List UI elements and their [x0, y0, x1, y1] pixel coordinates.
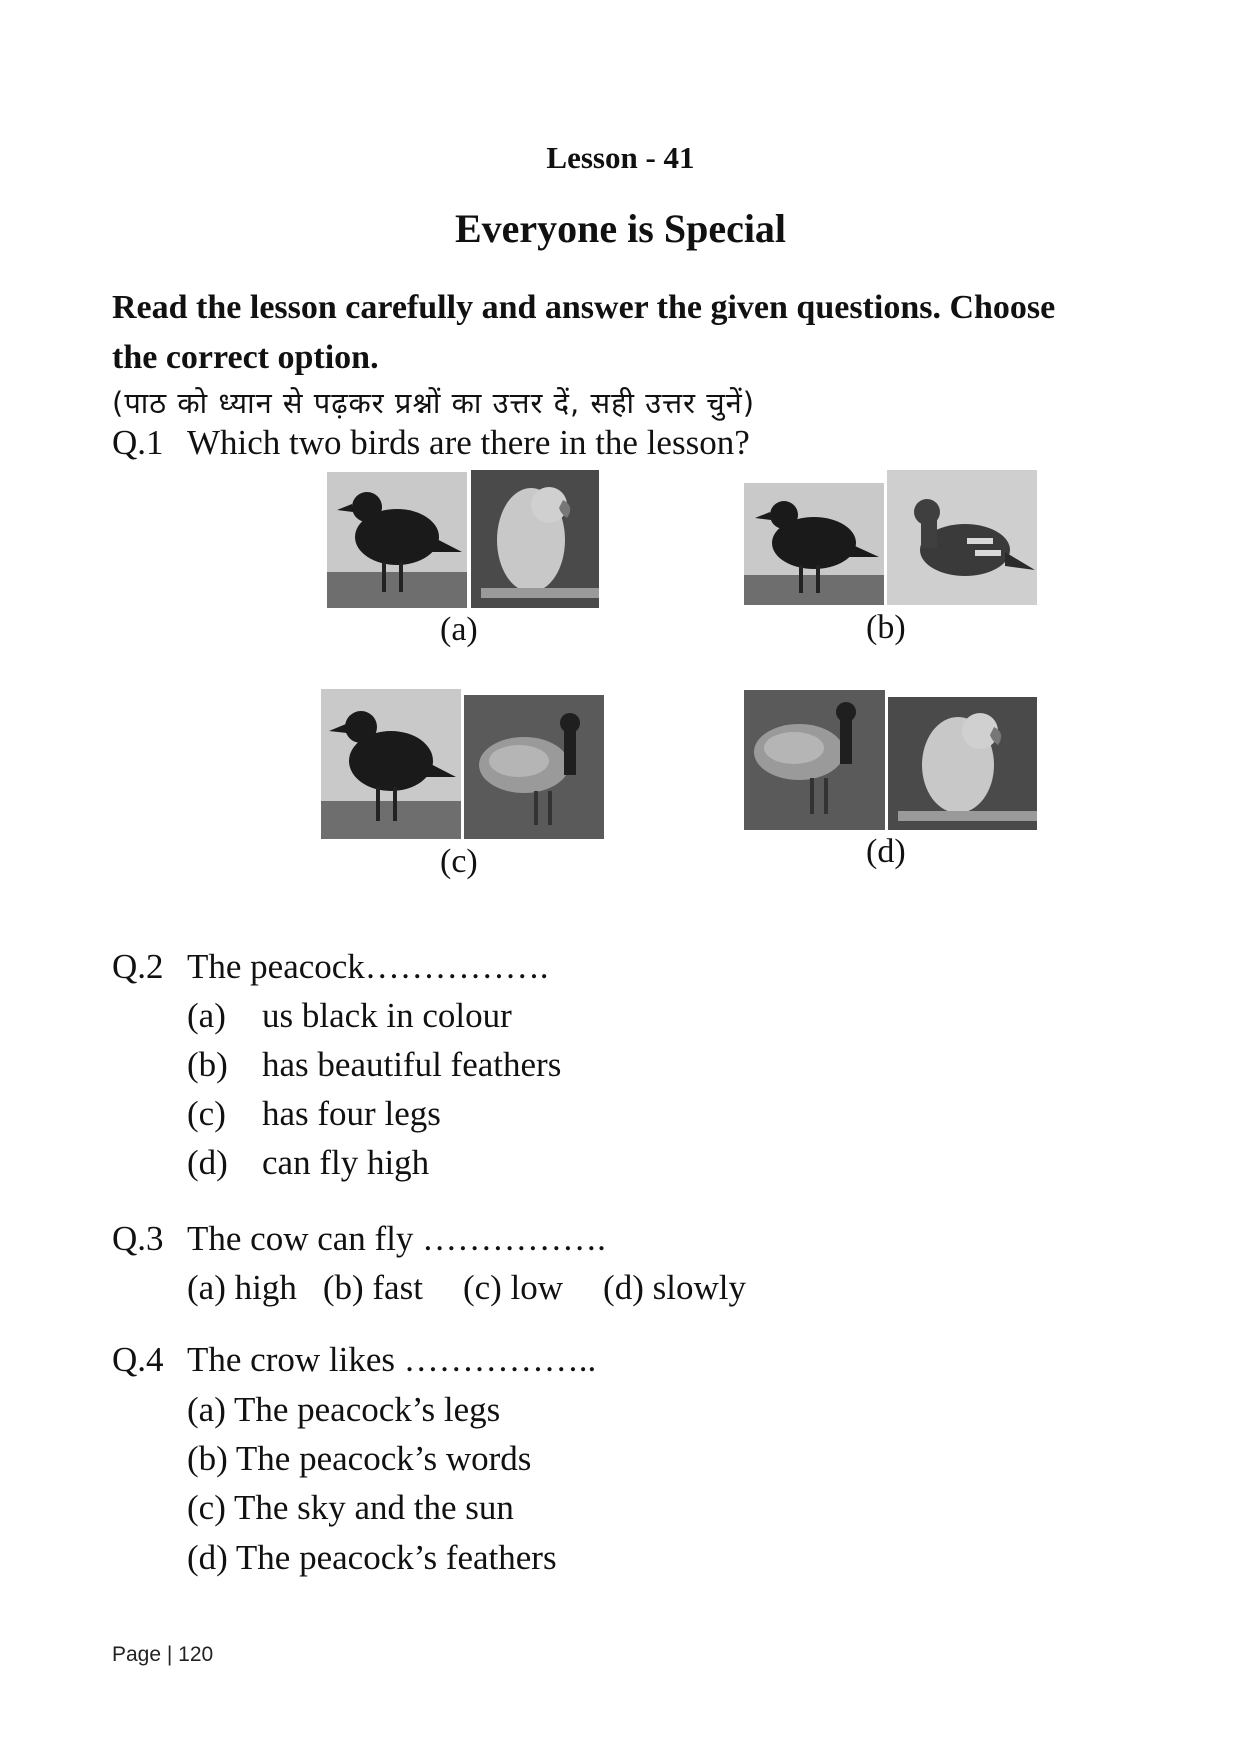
- question-4: [112, 1340, 596, 1380]
- q4-option-c[interactable]: (c) The sky and the sun: [187, 1488, 514, 1527]
- q4-option-a[interactable]: (a) The peacock’s legs: [187, 1390, 501, 1429]
- question-text: The crow likes ……………..: [187, 1340, 597, 1379]
- question-text: The peacock…………….: [187, 947, 549, 986]
- q4-option-b[interactable]: (b) The peacock’s words: [187, 1439, 532, 1478]
- hindi-instruction: (पाठ को ध्यान से पढ़कर प्रश्नों का उत्तर दें, सही उत्तर चुनें): [112, 386, 756, 420]
- lesson-number: Lesson - 41: [546, 140, 695, 175]
- option-text: us black in colour: [262, 996, 512, 1035]
- option-text: can fly high: [262, 1143, 430, 1182]
- pigeon-image: [887, 470, 1037, 605]
- peacock-image: [744, 690, 885, 830]
- question-number: Q.3: [112, 1219, 164, 1258]
- option-text: has four legs: [262, 1094, 441, 1133]
- parrot-image: [888, 697, 1037, 830]
- q2-option-c[interactable]: [187, 1094, 441, 1134]
- peacock-image: [464, 695, 604, 839]
- option-label: (c): [187, 1094, 226, 1133]
- question-text: Which two birds are there in the lesson?: [187, 423, 750, 462]
- question-number: Q.2: [112, 947, 164, 986]
- page-number: Page | 120: [112, 1643, 214, 1666]
- question-text: The cow can fly …………….: [187, 1219, 606, 1258]
- q3-options: [187, 1268, 746, 1308]
- q2-option-d[interactable]: [187, 1143, 429, 1183]
- crow-image: [321, 689, 461, 839]
- option-label: (a): [440, 611, 478, 648]
- option-label: (b): [187, 1045, 228, 1084]
- q3-option-d[interactable]: (d) slowly: [603, 1268, 746, 1307]
- option-text: has beautiful feathers: [262, 1045, 562, 1084]
- page-title: Everyone is Special: [454, 206, 787, 251]
- instruction: [112, 283, 1172, 383]
- option-label: (d): [866, 833, 906, 870]
- question-2: [112, 947, 549, 987]
- question-number: Q.4: [112, 1340, 164, 1379]
- parrot-image: [471, 470, 599, 608]
- question-number: Q.1: [112, 423, 164, 462]
- option-label: (b): [866, 609, 906, 646]
- option-label: (c): [440, 843, 478, 880]
- question-1: [112, 423, 750, 463]
- crow-image: [327, 472, 467, 608]
- option-label: (d): [187, 1143, 228, 1182]
- q3-option-b[interactable]: (b) fast: [322, 1268, 423, 1307]
- q3-option-a[interactable]: (a) high: [187, 1268, 297, 1307]
- q4-option-d[interactable]: (d) The peacock’s feathers: [187, 1538, 557, 1577]
- crow-image: [744, 483, 884, 605]
- option-label: (a): [187, 996, 226, 1035]
- instruction-line-2: the correct option.: [112, 339, 379, 376]
- q2-option-a[interactable]: [187, 996, 512, 1036]
- question-3: [112, 1219, 606, 1259]
- q2-option-b[interactable]: [187, 1045, 561, 1085]
- q3-option-c[interactable]: (c) low: [462, 1268, 564, 1307]
- instruction-line-1: Read the lesson carefully and answer the given questions. Choose: [112, 289, 1056, 326]
